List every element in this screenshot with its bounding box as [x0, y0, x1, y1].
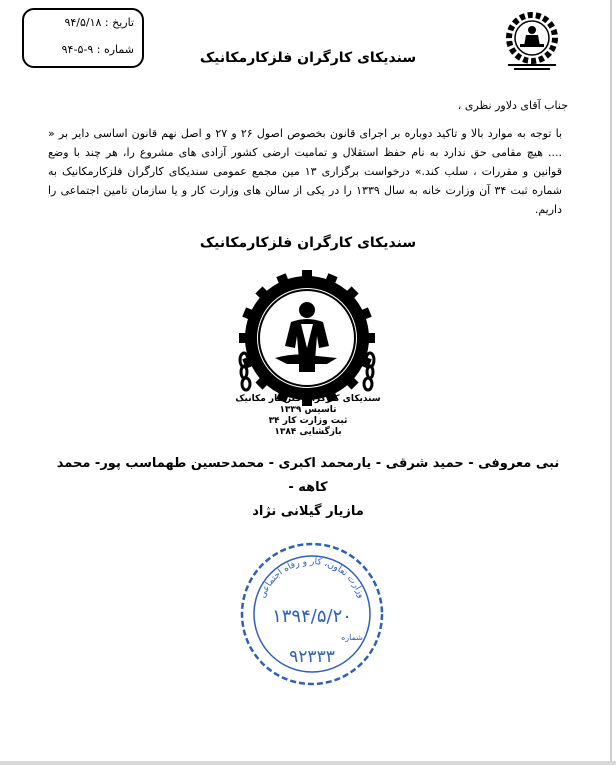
page-bottom-edge	[0, 761, 616, 765]
ministry-stamp	[232, 538, 392, 694]
letter-body	[48, 124, 562, 219]
signatories-line-2: مازیار گیلانی نژاد	[252, 504, 364, 519]
svg-text:وزارت تعاون، کار و رفاه اجتماع	[258, 557, 366, 600]
page-edge	[610, 0, 612, 765]
date-row	[64, 16, 134, 29]
date-label: تاریخ :	[104, 16, 134, 29]
stamp-number: ۹۲۳۳۳	[289, 647, 335, 667]
salutation: جناب آقای دلاور نظری ،	[457, 99, 568, 112]
logo-caption-1: سندیکای کارگران فلز کار مکانیک	[235, 394, 381, 404]
letterhead-title: سندیکای کارگران فلزکارمکانیک	[199, 50, 417, 66]
body-paragraph: با توجه به موارد بالا و تاکید دوباره بر اجرای قانون بخصوص اصول ۲۶ و ۲۷ و اصل نهم قانون اساسی دایر بر « .... هیچ مقامی حق ندارد به نام حفظ استقلال و تمامیت ارضی کشور آزادی های مشروع را، هر چند با وضع قوانین و مقررات ، سلب کند.» درخواست برگزاری ۱۳ مین مجمع عمومی سندیکای کارگران فلزکارمکانیک به شماره ثبت ۳۴ آن وزارت خانه به سال ۱۳۳۹ را در یکی از سالن های وزارت کار و یا سازمان تامین اجتماعی را داریم.	[48, 127, 563, 216]
signatories-line-1: نبی معروفی - حمید شرقی - یارمحمد اکبری - محمدحسین طهماسب پور- محمد کاهه -	[56, 456, 560, 495]
signature-title: سندیکای کارگران فلزکارمکانیک	[199, 235, 417, 251]
number-value: ۹-۵-۹۴	[61, 43, 94, 56]
logo-caption-3: ثبت وزارت کار ۳۴	[268, 416, 348, 426]
stamp-date: ۱۳۹۴/۵/۲۰	[272, 606, 352, 627]
signatories	[40, 452, 576, 524]
stamp-number-label: شماره	[341, 633, 363, 642]
stamp-ring-text: وزارت تعاون، کار و رفاه اجتماعی	[257, 556, 367, 600]
logo-caption-4: بازگشایی ۱۳۸۴	[274, 427, 342, 437]
logo-caption-2: تاسیس ۱۳۳۹	[279, 405, 337, 415]
date-value: ۹۴/۵/۱۸	[64, 16, 102, 29]
number-label: شماره :	[96, 43, 134, 56]
